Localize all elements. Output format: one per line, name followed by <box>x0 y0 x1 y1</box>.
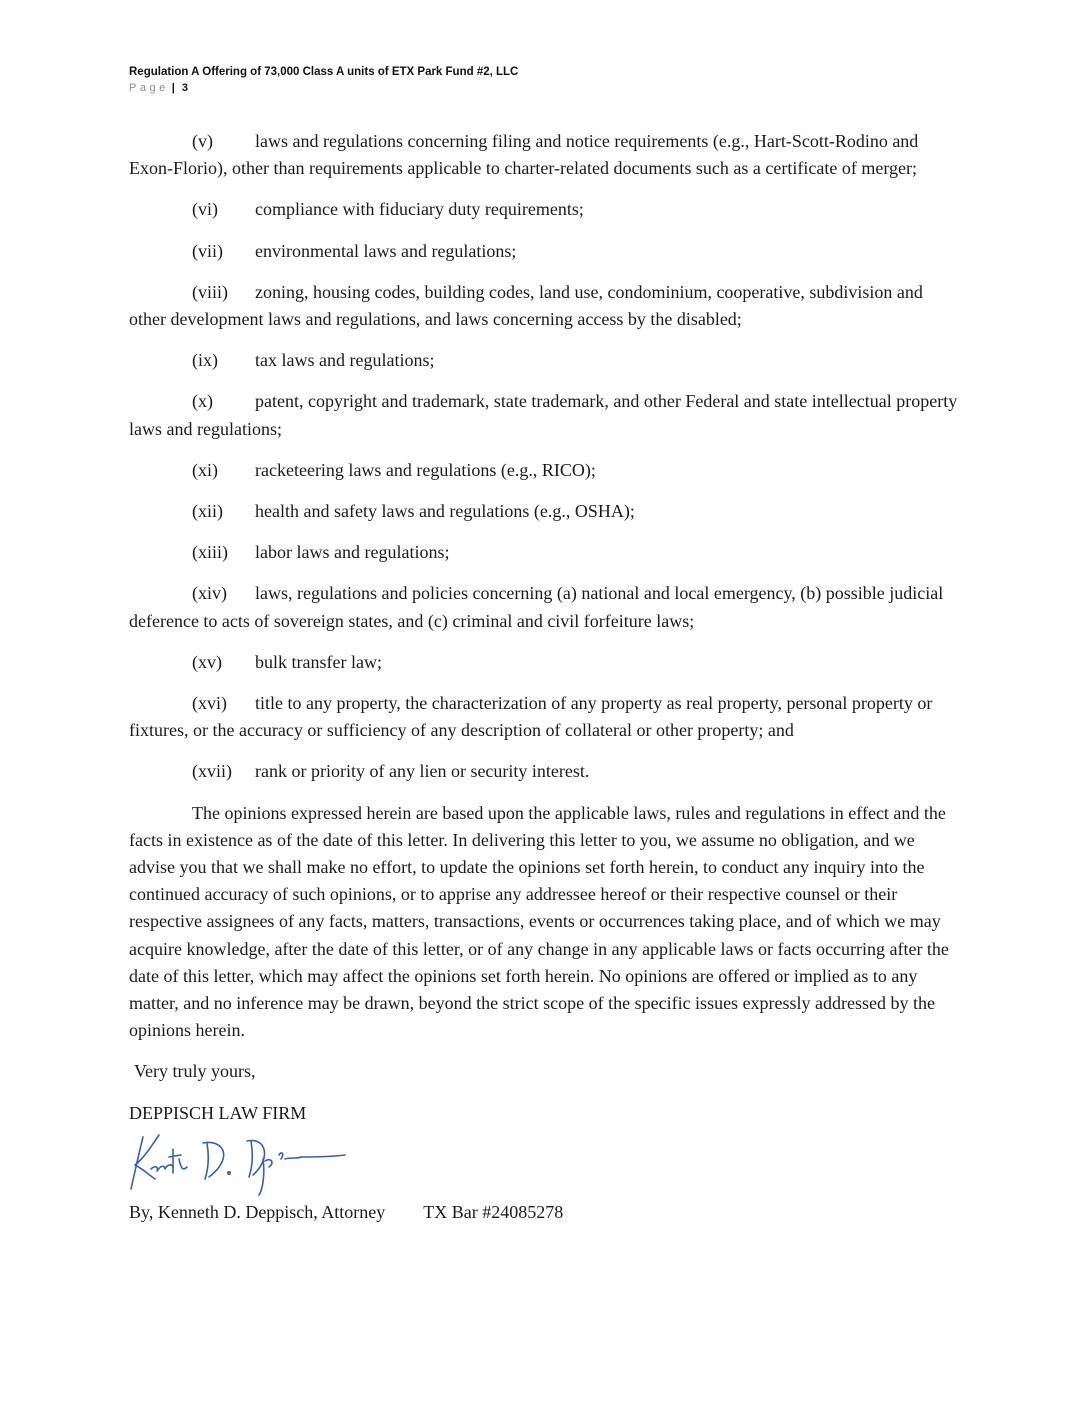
item-number: (xi) <box>192 459 218 480</box>
item-number: (ix) <box>192 350 218 371</box>
item-text: zoning, housing codes, building codes, land use, condominium, cooperative, subdivision and other development laws and regulations, and laws concerning access by the disabled; <box>129 281 923 330</box>
item-number: (xv) <box>192 651 222 672</box>
list-item <box>129 758 964 785</box>
item-number: (v) <box>192 131 213 151</box>
item-number: (vi) <box>192 199 218 220</box>
list-item <box>129 128 964 182</box>
signatory-line <box>129 1199 964 1226</box>
page-separator: | <box>171 82 175 94</box>
list-item <box>129 238 964 265</box>
signatory-name: By, Kenneth D. Deppisch, Attorney <box>129 1201 386 1222</box>
item-text: patent, copyright and trademark, state trademark, and other Federal and state intellectual property laws and regulations; <box>129 391 958 439</box>
item-text: laws and regulations concerning filing and notice requirements (e.g., Hart-Scott-Rodino and Exon-Florio), other than requirements applicable to charter-related documents such as a certificate of merger; <box>129 131 919 179</box>
list-item <box>129 196 964 223</box>
item-text: bulk transfer law; <box>255 651 382 672</box>
item-text: environmental laws and regulations; <box>255 240 517 261</box>
item-number: (x) <box>192 391 213 412</box>
firm-name: DEPPISCH LAW FIRM <box>129 1102 307 1123</box>
handwritten-signature <box>129 1129 349 1197</box>
item-number: (xii) <box>192 501 223 522</box>
opinion-paragraph: The opinions expressed herein are based upon the applicable laws, rules and regulations in effect and the facts in existence as of the date of this letter. In delivering this letter to you, we assume no obligation, and we advise you that we shall make no effort, to update the opinions set forth herein, to conduct any inquiry into the continued accuracy of such opinions, or to apprise any addressee hereof or their respective counsel or their respective assignees of any facts, matters, transactions, events or occurrences taking place, and of which we may acquire knowledge, after the date of this letter, or of any change in any applicable laws or facts occurring after the date of this letter, which may affect the opinions set forth herein. No opinions are offered or implied as to any matter, and no inference may be drawn, beyond the strict scope of the specific issues expressly addressed by the opinions herein. <box>129 802 949 1041</box>
document-header-title: Regulation A Offering of 73,000 Class A units of ETX Park Fund #2, LLC <box>129 66 519 78</box>
item-text: rank or priority of any lien or security interest. <box>255 761 590 782</box>
item-number: (vii) <box>192 240 223 261</box>
page-word: Page <box>129 82 169 94</box>
list-item <box>129 388 964 442</box>
letter-body <box>129 128 964 1226</box>
item-text: title to any property, the characterization of any property as real property, personal property or fixtures, or the accuracy or sufficiency of any description of collateral or other property; and <box>129 693 933 741</box>
item-number: (xiii) <box>192 542 228 563</box>
closing-salutation: Very truly yours, <box>134 1061 256 1082</box>
list-item <box>129 580 964 634</box>
item-number: (xvi) <box>192 693 227 714</box>
item-text: racketeering laws and regulations (e.g., RICO); <box>255 459 596 480</box>
list-item <box>129 690 964 744</box>
list-item <box>129 279 964 333</box>
item-text: health and safety laws and regulations (e.g., OSHA); <box>255 501 635 522</box>
item-text: laws, regulations and policies concerning (a) national and local emergency, (b) possible judicial deference to acts of sovereign states, and (c) criminal and civil forfeiture laws; <box>129 583 944 631</box>
item-number: (xvii) <box>192 761 232 782</box>
item-text: tax laws and regulations; <box>255 350 435 371</box>
list-item <box>129 498 964 525</box>
item-text: compliance with fiduciary duty requirements; <box>255 199 584 220</box>
bar-number: TX Bar #24085278 <box>423 1201 564 1222</box>
page-number: 3 <box>181 82 189 94</box>
list-item <box>129 649 964 676</box>
item-number: (xiv) <box>192 583 227 604</box>
page-indicator <box>129 82 188 94</box>
list-item <box>129 347 964 374</box>
item-text: labor laws and regulations; <box>255 542 450 563</box>
item-number: (viii) <box>192 281 228 302</box>
list-item <box>129 457 964 484</box>
list-item <box>129 539 964 566</box>
